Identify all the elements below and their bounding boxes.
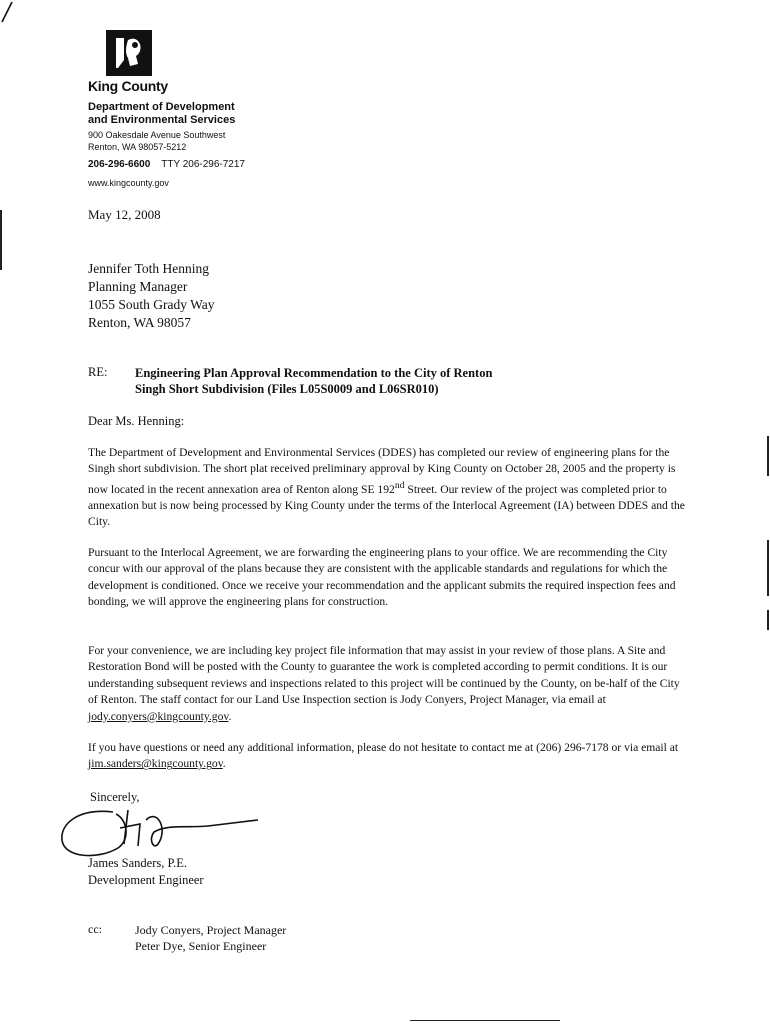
- recipient-line: Planning Manager: [88, 279, 188, 294]
- scan-edge-line: [767, 610, 769, 630]
- email-link-sanders[interactable]: jim.sanders@kingcounty.gov: [88, 757, 223, 771]
- salutation: Dear Ms. Henning:: [88, 414, 185, 428]
- closing: Sincerely,: [90, 790, 140, 804]
- recipient-line: Renton, WA 98057: [88, 315, 191, 330]
- signer-name: James Sanders, P.E.: [88, 856, 187, 870]
- address-line: 900 Oakesdale Avenue Southwest: [88, 130, 226, 140]
- subject-text: Singh Short Subdivision (Files L05S0009 and L06SR010): [135, 382, 439, 396]
- subject-text: Engineering Plan Approval Recommendation to the City of Renton: [135, 366, 493, 380]
- cc-recipient: Peter Dye, Senior Engineer: [135, 939, 267, 953]
- subject-label: RE:: [88, 365, 108, 379]
- tty-number: TTY 206-296-7217: [161, 159, 245, 170]
- handwritten-signature: [58, 800, 268, 862]
- body-paragraph: If you have questions or need any additional information, please do not hesitate to contact me at (206) 296-7178 or via email at jim.sanders@kingcounty.gov.: [88, 741, 679, 771]
- subject-line: [135, 365, 492, 397]
- body-paragraph: The Department of Development and Environmental Services (DDES) has completed our review of engineering plans for the Singh short subdivision. The short plat received preliminary approval by King County on October 28, 2005 and the property is now located in the recent annexation area of Renton along SE 192nd Street. Our review of the project was completed prior to annexation but is now being processed by King County under the terms of the Interlocal Agreement (IA) between DDES and the City.: [88, 446, 685, 529]
- department-line: and Environmental Services: [88, 114, 236, 126]
- department-line: Department of Development: [88, 101, 235, 113]
- cc-list: [135, 922, 286, 954]
- signer-title: Development Engineer: [88, 873, 204, 887]
- website: www.kingcounty.gov: [88, 178, 169, 188]
- letter-date: May 12, 2008: [88, 207, 161, 222]
- recipient-line: 1055 South Grady Way: [88, 297, 215, 312]
- ordinal-suffix: nd: [394, 479, 405, 491]
- org-name: King County: [88, 78, 168, 94]
- scan-edge-line: [0, 210, 2, 270]
- scan-edge-mark: [0, 0, 20, 24]
- cc-recipient: Jody Conyers, Project Manager: [135, 923, 287, 937]
- email-link-conyers[interactable]: jody.conyers@kingcounty.gov: [88, 709, 229, 723]
- phone-line: [88, 159, 245, 170]
- scan-edge-line: [410, 1020, 560, 1021]
- king-county-logo: [106, 30, 152, 76]
- letterhead-address: [88, 129, 225, 153]
- body-paragraph: Pursuant to the Interlocal Agreement, we are forwarding the engineering plans to your office. We are recommending the City concur with our approval of the plans because they are consistent with the applicable standards and regulations for which the development is conditioned. Once we receive your recommendation and the applicant submits the required inspection fees and bonding, we will approve the engineering plans for construction.: [88, 546, 676, 609]
- cc-label: cc:: [88, 922, 102, 936]
- address-line: Renton, WA 98057-5212: [88, 142, 187, 152]
- scan-edge-line: [767, 436, 769, 476]
- recipient-block: [88, 260, 215, 332]
- recipient-line: Jennifer Toth Henning: [88, 261, 210, 276]
- body-paragraph: For your convenience, we are including key project file information that may assist in your review of those plans. A Site and Restoration Bond will be posted with the County to guarantee the work is completed according to permit conditions. It is our understanding subsequent reviews and inspections related to this project will be continued by the County, on be-half of the City of Renton. The staff contact for our Land Use Inspection section is Jody Conyers, Project Manager, via email at jody.conyers@kingcounty.gov.: [88, 644, 680, 723]
- department-name: [88, 101, 235, 127]
- phone-number: 206-296-6600: [88, 159, 151, 170]
- scan-edge-line: [767, 540, 769, 596]
